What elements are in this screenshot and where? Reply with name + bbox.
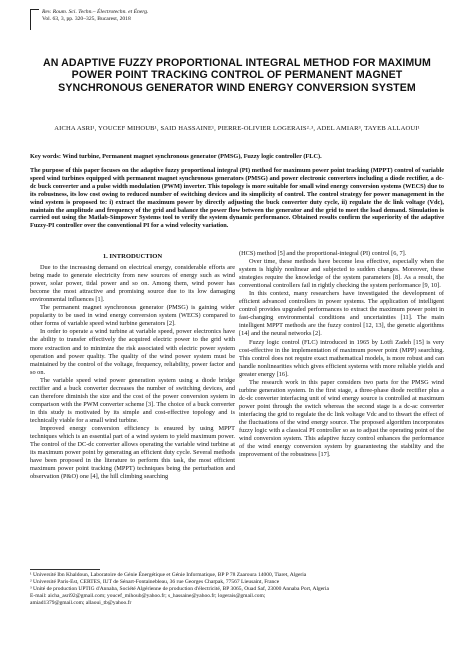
footnote-emails-cont: amiad1379@gmail.com; allaoui_tb@yahoo.fr [30,599,132,606]
paragraph: The permanent magnet synchronous generator (PMSG) is gaining wider popularity to be used in wind energy conversion system (WECS) compared to other forms of variable speed wind turbine generators [2]. [30,304,235,328]
footnotes [30,572,444,607]
right-column [239,250,444,459]
paragraph: (HCS) method [5] and the proportional-integral (PI) control [6, 7]. [239,250,407,257]
journal-volume: Vol. 63, 3, pp. 320–325, Bucarest, 2018 [42,16,131,22]
keywords-label: Key words: [30,153,61,160]
journal-name: Rev. Roum. Sci. Techn.– Électrotechn. et Énerg. [42,9,149,15]
journal-header [30,9,230,31]
footnote-emails: E-mail: aicha_asri92@gmail.com; youcef_mihoub@yahoo.fr; s_hassaine@yahoo.fr; logerais@gmail.com; [30,592,266,599]
paragraph: Fuzzy logic control (FLC) introduced in 1965 by Lotfi Zadeh [15] is very cost-effective in the implementation of maximum power point (MPP) searching. This control does not require exact mathematical models, is more robust and can handle nonlinearities which gives efficient systems with more reliable yields and greater energy [16]. [239,338,444,378]
paragraph: The variable speed wind power generation system using a diode bridge rectifier and a buck converter decreases the number of switching devices, and can therefore diminish the size and the cost of the power conversion system in comparison with the PWM converter scheme [3]. The choice of a buck converter in this study is motivated by its simple and cost-effective topology and is technically viable for a small wind turbine. [30,376,235,424]
paragraph: Due to the increasing demand on electrical energy, considerable efforts are being made to generate electricity from new sources of energy such as wind power, solar power, tidal power and so on. Among them, wind power has become the most attractive and promising source due to its low damaging environmental influences [1]. [30,264,235,304]
header-bracket-mark [30,9,39,30]
keywords [30,153,444,161]
paragraph: In this context, many researchers have investigated the development of efficient advanced controllers in power systems. The application of intelligent control provides upgraded performances to extract the maximum power point in fast-changing environmental conditions and uncertainties [11]. The main intelligent MPPT methods are the fuzzy control [12, 13], the genetic algorithms [14] and the neural networks [2]. [239,290,444,338]
section-heading: 1. INTRODUCTION [102,253,163,260]
author-list: AICHA ASRI¹, YOUCEF MIHOUB¹, SAID HASSAINE¹, PIERRE-OLIVIER LOGERAIS²˒³, ADEL AMIAR³, TAYEB ALLAOUI¹ [54,125,420,132]
footnote-divider [30,569,100,570]
left-column [30,247,235,481]
paper-title: AN ADAPTIVE FUZZY PROPORTIONAL INTEGRAL METHOD FOR MAXIMUM POWER POINT TRACKING CONTROL OF PERMANENT MAGNET SYNCHRONOUS GENERATOR WIND ENERGY CONVERSION SYSTEM [43,57,431,94]
paragraph: Improved energy conversion efficiency is ensured by using MPPT techniques which is an essential part of a wind system to yield maximum power. The control of the DC-dc converter allows operating the variable wind turbine at its maximum power point by generating an efficient duty cycle. Several methods have been proposed in the literature to perform this task, the most efficient maximum power point tracking (MPPT) techniques being the perturbation and observation (P&O) one [4], the hill climbing searching [30,424,235,481]
footnote-affiliation-1: ¹ Université Ibn Khaldoun, Laboratoire de Génie Énergétique et Génie Informatique, BP P 78 Zaaroura 14000, Tiaret, Algeria [30,572,307,578]
paragraph: The research work in this paper considers two parts for the PMSG wind turbine generation system. In the first stage, a three-phase diode rectifier plus a dc-dc converter interfacing unit of wind energy source is controlled at maximum power point through the switch whereas the second stage is a dc-ac converter interfacing the grid to regulate the dc link voltage Vdc and to thwart the effect of the fluctuations of the wind energy source. The proposed algorithm incorporates fuzzy logic with a classical PI controller so as to adjust the operating point of the wind conversion system. This adaptive fuzzy control enhances the performance of the wind energy conversion system by guaranteeing the stability and the improvement of the robustness [17]. [239,378,444,459]
abstract: The purpose of this paper focuses on the adaptive fuzzy proportional integral (PI) method for maximum power point tracking (MPPT) control of variable speed wind turbines equipped with permanent magnet synchronous generators (PMSG) and power electronic converters including a diode rectifier, a dc-dc buck converter and a pulse width modulation (PWM) inverter. This topology is more suitable for small wind energy conversion systems (WECS) due to its robustness, its low cost owing to reduced number of switching devices and its simplicity of control. The control strategy for power management in the wind system is proposed to: i) extract the maximum power by directly adjusting the buck converter duty cycle, ii) regulate the dc link voltage (Vdc), maintain the amplitude and frequency of the grid and balance the power flow between the generator and the grid to meet the load demand. Simulation is carried out using the Matlab-Simpower Systems tool to verify the system dynamic performance. Obtained results confirm the superiority of the adaptive Fuzzy-PI controller over the conventional PI for a wind velocity variation. [30,167,444,230]
paragraph: In order to operate a wind turbine at variable speed, power electronics have the ability to transfer effectively the acquired electric power to the grid with more extraction and to minimize the risk associated with electric power system operation and power quality. The quality of the wind power system must be maintained by the control of the voltage, frequency, reliability, power factor and so on. [30,328,235,376]
footnote-affiliation-2: ² Université Paris-Est, CERTES, IUT de Sénart-Fontainebleau, 36 rue Georges Charpak, 77567 Lieusaint, France [30,578,280,585]
footnote-affiliation-3: ³ Unité de production UPTIG d'Annaba, Société Algérienne de production d'électricité, BP 3065, Ouad Saf, 23000 Annaba Port, Algeria [30,585,329,592]
keywords-text: Wind turbine, Permanent magnet synchronous generator (PMSG), Fuzzy logic controller (FLC). [62,153,322,160]
paragraph: Over time, these methods have become less effective, especially when the system is highly nonlinear and subjected to sudden changes. Moreover, these strategies require the knowledge of the system parameters [8]. As a result, the conventional controllers fail in rightly checking the system performance [9, 10]. [239,258,444,290]
